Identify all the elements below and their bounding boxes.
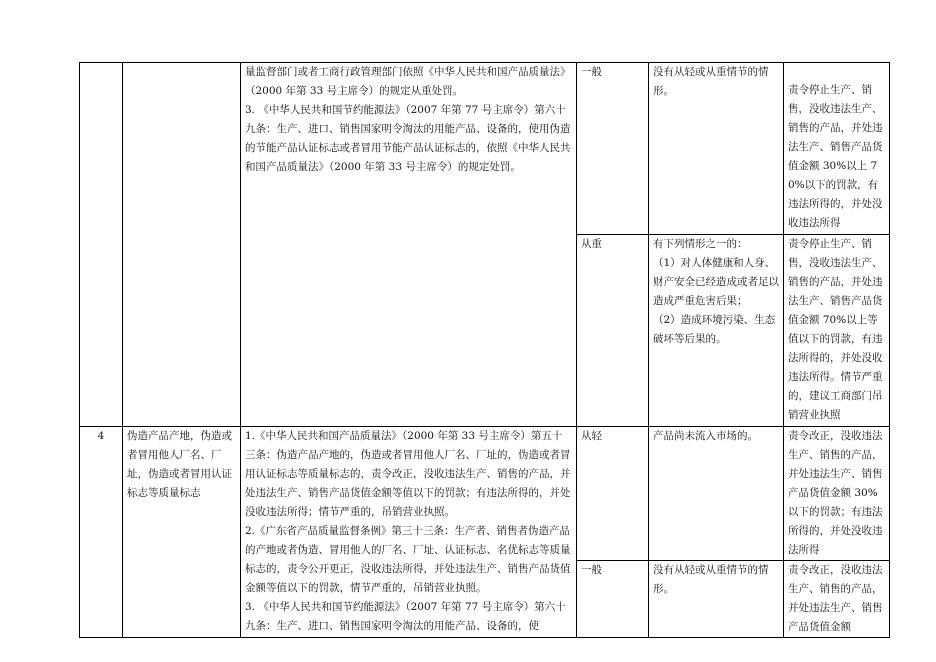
legal-basis-cell — [241, 63, 577, 427]
basis-paragraph: 3. 《中华人民共和国节约能源法》（2007 年第 77 号主席令）第六十九条：生产、进口、销售国家明令淘汰的用能产品、设备的，使用伪造的节能产品认证标志或者冒用节能产品认证标志的，依照《中华人民共和国产品质量法》（2000 年第 33 号主席令）的规定处罚。 — [245, 104, 571, 173]
scenario-cell: 没有从轻或从重情节的情形。 — [649, 561, 784, 638]
basis-paragraph: 3. 《中华人民共和国节约能源法》（2007 年第 77 号主席令）第六十九条：生产、进口、销售国家明令淘汰的用能产品、设备的，使 — [245, 601, 566, 632]
level-cell: 从轻 — [577, 427, 649, 561]
level-cell: 一般 — [577, 561, 649, 638]
legal-basis-cell — [241, 427, 577, 638]
scenario-cell: 没有从轻或从重情节的情形。 — [649, 63, 784, 235]
penalty-standard-table — [79, 62, 890, 638]
basis-paragraph: 2.《广东省产品质量监督条例》第三十三条：生产者、销售者伪造产品的产地或者伪造、冒用他人的厂名、厂址、认证标志、名优标志等质量标志的，责令公开更正，没收违法所得，并处违法生产、销售产品货值金额等值以下的罚款，情节严重的，吊销营业执照。 — [245, 525, 571, 594]
scenario-cell — [649, 235, 784, 427]
level-cell: 一般 — [577, 63, 649, 235]
table-row — [80, 63, 890, 235]
basis-paragraph: 1.《中华人民共和国产品质量法》（2000 年第 33 号主席令）第五十三条：伪造产品产地的，伪造或者冒用他人厂名、厂址的，伪造或者冒用认证标志等质量标志的，责令改正，没收违法生产、销售的产品，并处违法生产、销售产品货值金额等值以下的罚款；有违法所得的，并处没收违法所得；情节严重的，吊销营业执照。 — [245, 430, 571, 518]
penalty-cell: 责令改正，没收违法生产、销售的产品，并处违法生产、销售产品货值金额 30%以下的罚款；有违法所得的，并处没收违法所得 — [784, 427, 890, 561]
penalty-cell: 责令改正，没收违法生产、销售的产品，并处违法生产、销售产品货值金额 — [784, 561, 890, 638]
scenario-line: （1）对人体健康和人身、财产安全已经造成或者足以造成严重危害后果； — [653, 257, 779, 307]
penalty-cell: 责令停止生产、销售，没收违法生产、销售的产品，并处违法生产、销售产品货值金额 70%以上等值以下的罚款，有违法所得的，并处没收违法所得。情节严重的，建议工商部门吊销营业执照 — [784, 235, 890, 427]
basis-paragraph: 量监督部门或者工商行政管理部门依照《中华人民共和国产品质量法》（2000 年第 33 号主席令）的规定从重处罚。 — [245, 66, 571, 97]
table-row — [80, 427, 890, 561]
row-number-cell — [80, 63, 123, 427]
violation-cell: 伪造产品产地，伪造或者冒用他人厂名、厂址，伪造或者冒用认证标志等质量标志 — [123, 427, 241, 638]
scenario-line: 有下列情形之一的： — [653, 238, 748, 250]
scenario-line: （2）造成环境污染、生态破坏等后果的。 — [653, 314, 776, 345]
row-number-cell: 4 — [80, 427, 123, 638]
violation-cell — [123, 63, 241, 427]
level-cell: 从重 — [577, 235, 649, 427]
penalty-cell: 责令停止生产、销售，没收违法生产、销售的产品，并处违法生产、销售产品货值金额 30%以上 70%以下的罚款，有违法所得的，并处没收违法所得 — [784, 63, 890, 235]
scenario-cell: 产品尚未流入市场的。 — [649, 427, 784, 561]
